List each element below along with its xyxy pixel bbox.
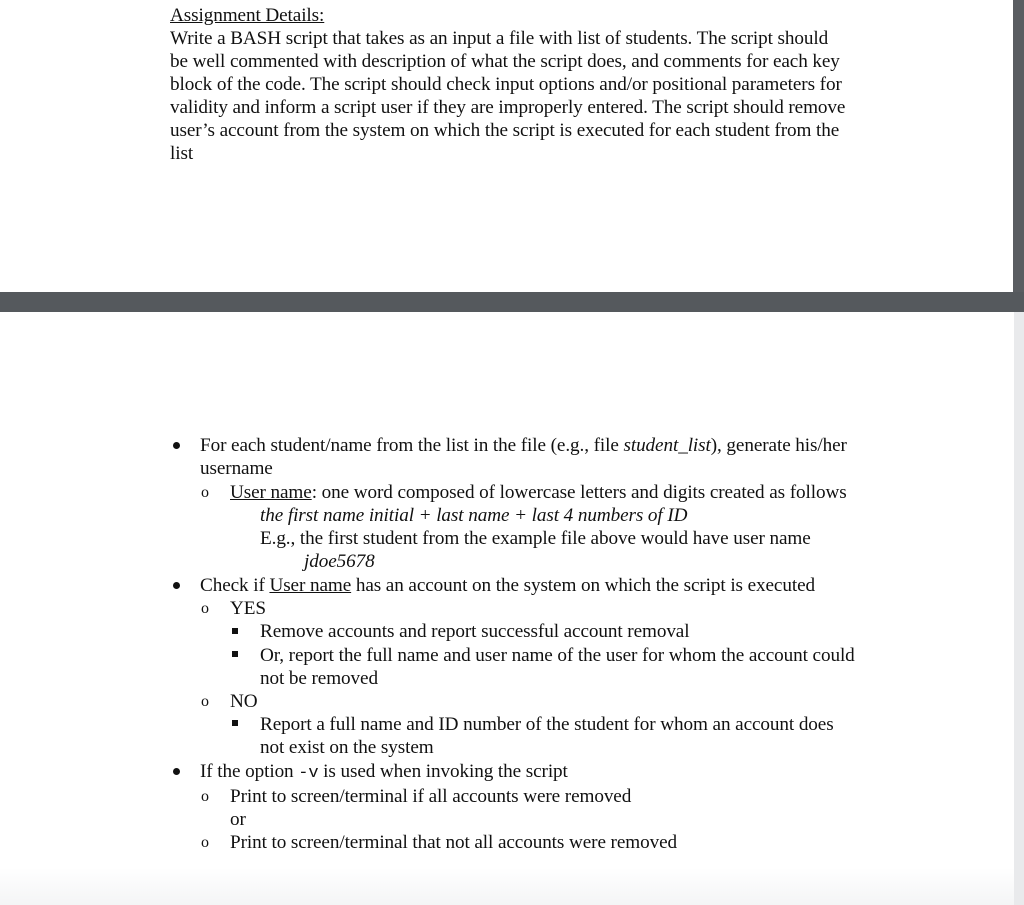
bullet1-line2: username [200,458,273,479]
sub-bullet-circle: o [201,834,209,851]
username-formula: the first name initial + last name + last 4 numbers of ID [260,505,688,526]
sub-bullet-circle: o [201,600,209,617]
no-label: NO [230,691,258,712]
page-edge-shadow [1014,312,1024,905]
assignment-heading: Assignment Details: [170,5,325,26]
no-item: Report a full name and ID number of the student for whom an account does [260,714,834,735]
username-example: E.g., the first student from the example file above would have user name [260,528,811,549]
bullet-dot [173,582,180,589]
username-example-value: jdoe5678 [304,551,375,572]
document-page-1 [0,0,1014,292]
bullet-dot [173,442,180,449]
intro-line: list [170,143,194,164]
yes-item: Or, report the full name and user name of the user for whom the account could [260,645,855,666]
sub-bullet-circle: o [201,693,209,710]
bullet-dot [173,768,180,775]
sub-bullet-square [232,628,238,634]
sub-bullet-square [232,651,238,657]
yes-item: not be removed [260,668,378,689]
intro-line: Write a BASH script that takes as an input a file with list of students. The script should [170,28,829,49]
page-footer-fade [0,868,1014,905]
intro-line: be well commented with description of what the script does, and comments for each key [170,51,840,72]
username-rule: User name: one word composed of lowercase letters and digits created as follows [230,482,847,503]
sub-bullet-circle: o [201,484,209,501]
document-page-2 [0,312,1014,905]
intro-line: validity and inform a script user if they are improperly entered. The script should remove [170,97,846,118]
option-v: -v [298,764,319,783]
intro-line: user’s account from the system on which the script is executed for each student from the [170,120,840,141]
yes-item: Remove accounts and report successful account removal [260,621,690,642]
or-text: or [230,809,246,830]
bullet1-line1: For each student/name from the list in the file (e.g., file student_list), generate his/her [200,435,847,456]
sub-bullet-square [232,720,238,726]
bullet2-line1: Check if User name has an account on the system on which the script is executed [200,575,815,596]
page-separator [0,292,1024,313]
verbose-not-all-removed: Print to screen/terminal that not all accounts were removed [230,832,677,853]
verbose-all-removed: Print to screen/terminal if all accounts were removed [230,786,632,807]
page-edge-shadow [1013,0,1024,292]
intro-line: block of the code. The script should check input options and/or positional parameters for [170,74,842,95]
no-item: not exist on the system [260,737,434,758]
bullet3-line1: If the option -v is used when invoking the script [200,761,568,783]
yes-label: YES [230,598,266,619]
filename-student-list: student_list [623,435,711,456]
sub-bullet-circle: o [201,788,209,805]
